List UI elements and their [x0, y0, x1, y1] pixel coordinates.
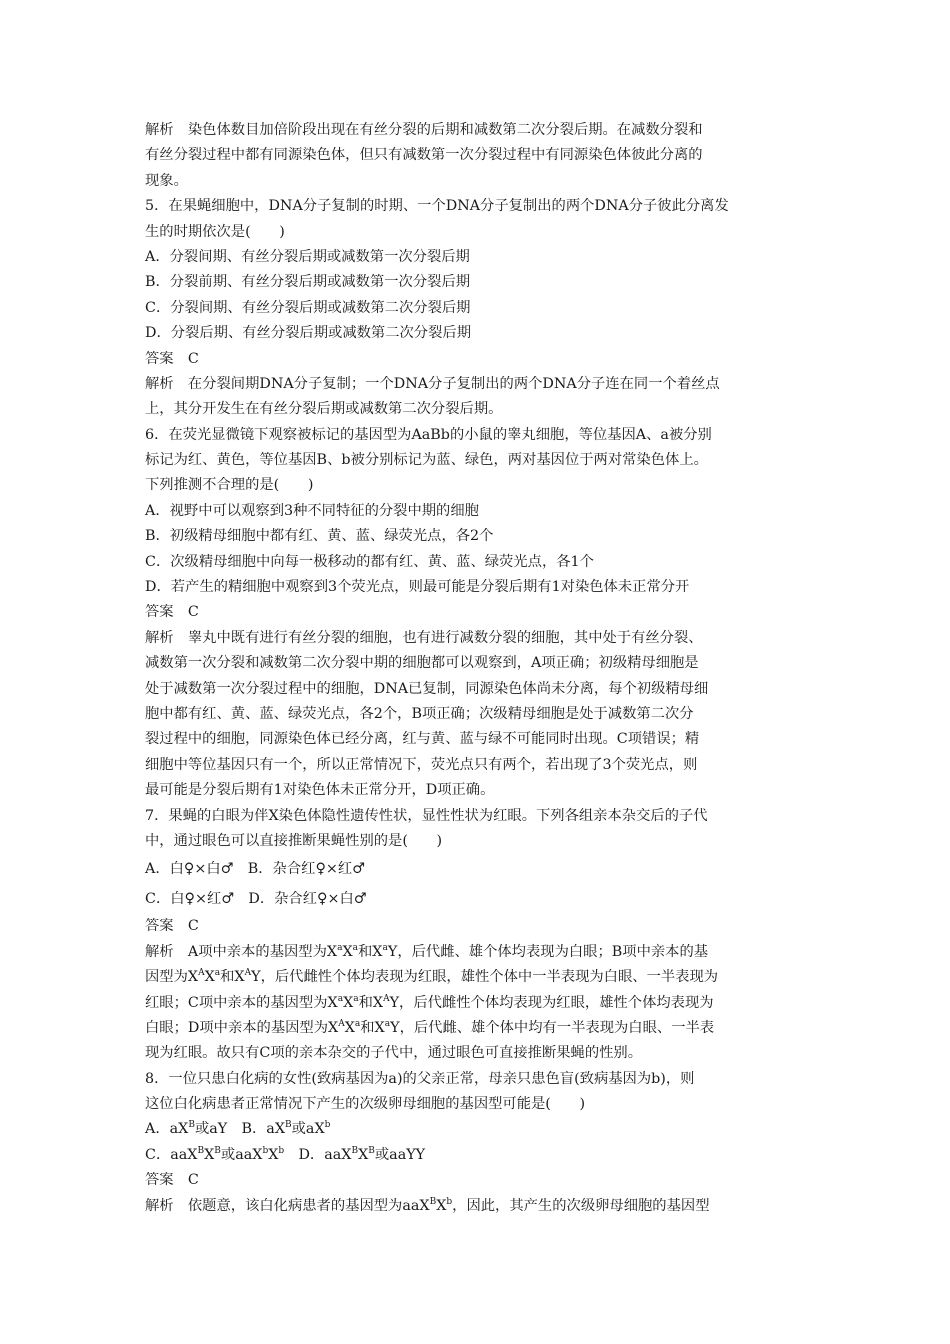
option-b: B．初级精母细胞中都有红、黄、蓝、绿荧光点，各2个: [145, 528, 494, 545]
explanation: 最可能是分裂后期有1对染色体未正常分开，D项正确。: [145, 782, 495, 799]
question-8-stem: 8．一位只患白化病的女性(致病基因为a)的父亲正常，母亲只患色盲(致病基因为b)，则: [145, 1070, 695, 1087]
explanation: 裂过程中的细胞，同源染色体已经分离，红与黄、蓝与绿不可能同时出现。C项错误；精: [145, 731, 700, 748]
explanation: 红眼；C项中亲本的基因型为$X^aX^a$和$X^AY$，后代雌性个体均表现为红眼，雄性个体均表现为: [145, 993, 714, 1011]
answer: 答案 C: [145, 918, 199, 935]
explanation: 减数第一次分裂和减数第二次分裂中期的细胞都可以观察到，A项正确；初级精母细胞是: [145, 655, 699, 672]
explanation: 现为红眼。故只有C项的亲本杂交的子代中，通过眼色可直接推断果蝇的性别。: [145, 1045, 643, 1062]
question-7-stem: 中，通过眼色可以直接推断果蝇性别的是( ): [145, 832, 443, 849]
question-6-stem: 6．在荧光显微镜下观察被标记的基因型为AaBb的小鼠的睾丸细胞，等位基因A、a被分别: [145, 426, 712, 443]
options-ab: A．白♀×白♂ B．杂合红♀×红♂: [145, 861, 365, 878]
explanation: 解析 依题意，该白化病患者的基因型为$aaX^BX^b$，因此，其产生的次级卵母细胞的基因型: [145, 1196, 710, 1214]
question-8-stem: 这位白化病患者正常情况下产生的次级卵母细胞的基因型可能是( ): [145, 1096, 586, 1113]
question-6-stem: 标记为红、黄色，等位基因B、b被分别标记为蓝、绿色，两对基因位于两对常染色体上。: [145, 452, 708, 469]
question-5-stem: 生的时期依次是( ): [145, 223, 285, 240]
question-5-stem: 5．在果蝇细胞中，DNA分子复制的时期、一个DNA分子复制出的两个DNA分子彼此分离发: [145, 198, 729, 215]
options-cd: C．白♀×红♂ D．杂合红♀×白♂: [145, 891, 367, 908]
text-line: 有丝分裂过程中都有同源染色体，但只有减数第一次分裂过程中有同源染色体彼此分离的: [145, 147, 703, 164]
options-cd: C．$aaX^BX^B$或$aaX^bX^b$ D．$aaX^BX^B$或aaYY: [145, 1145, 426, 1163]
explanation: 解析 在分裂间期DNA分子复制；一个DNA分子复制出的两个DNA分子连在同一个着丝点: [145, 375, 720, 392]
option-d: D．分裂后期、有丝分裂后期或减数第二次分裂后期: [145, 325, 471, 342]
explanation: 解析 睾丸中既有进行有丝分裂的细胞，也有进行减数分裂的细胞，其中处于有丝分裂、: [145, 629, 703, 646]
explanation: 胞中都有红、黄、蓝、绿荧光点，各2个，B项正确；次级精母细胞是处于减数第二次分: [145, 705, 694, 722]
explanation: 处于减数第一次分裂过程中的细胞，DNA已复制，同源染色体尚未分离，每个初级精母细: [145, 680, 709, 697]
explanation: 上，其分开发生在有丝分裂后期或减数第二次分裂后期。: [145, 401, 503, 418]
options-ab: A．$aX^B$或aY B．$aX^B$或$aX^b$: [145, 1120, 331, 1138]
option-d: D．若产生的精细胞中观察到3个荧光点，则最可能是分裂后期有1对染色体未正常分开: [145, 579, 690, 596]
text-line: 现象。: [145, 172, 188, 189]
option-c: C．次级精母细胞中向每一极移动的都有红、黄、蓝、绿荧光点，各1个: [145, 553, 594, 570]
question-7-stem: 7．果蝇的白眼为伴X染色体隐性遗传性状，显性性状为红眼。下列各组亲本杂交后的子代: [145, 807, 708, 824]
option-c: C．分裂间期、有丝分裂后期或减数第二次分裂后期: [145, 299, 471, 316]
question-6-stem: 下列推测不合理的是( ): [145, 477, 314, 494]
explanation: 白眼；D项中亲本的基因型为$X^AX^a$和$X^aY$，后代雌、雄个体中均有一半表现为白眼、一半表: [145, 1018, 715, 1036]
explanation: 解析 A项中亲本的基因型为$X^aX^a$和$X^aY$，后代雌、雄个体均表现为白眼；B项中亲本的基: [145, 942, 709, 960]
answer: 答案 C: [145, 350, 199, 367]
explanation: 细胞中等位基因只有一个，所以正常情况下，荧光点只有两个，若出现了3个荧光点，则: [145, 756, 698, 773]
explanation: 因型为$X^AX^a$和$X^AY$，后代雌性个体均表现为红眼，雄性个体中一半表现为白眼、一半表现为: [145, 968, 719, 986]
option-a: A．分裂间期、有丝分裂后期或减数第一次分裂后期: [145, 248, 470, 265]
document-page: [145, 118, 808, 1219]
answer: 答案 C: [145, 1172, 199, 1189]
option-b: B．分裂前期、有丝分裂后期或减数第一次分裂后期: [145, 274, 471, 291]
answer: 答案 C: [145, 604, 199, 621]
text-line: 解析 染色体数目加倍阶段出现在有丝分裂的后期和减数第二次分裂后期。在减数分裂和: [145, 122, 703, 138]
option-a: A．视野中可以观察到3种不同特征的分裂中期的细胞: [145, 502, 479, 519]
